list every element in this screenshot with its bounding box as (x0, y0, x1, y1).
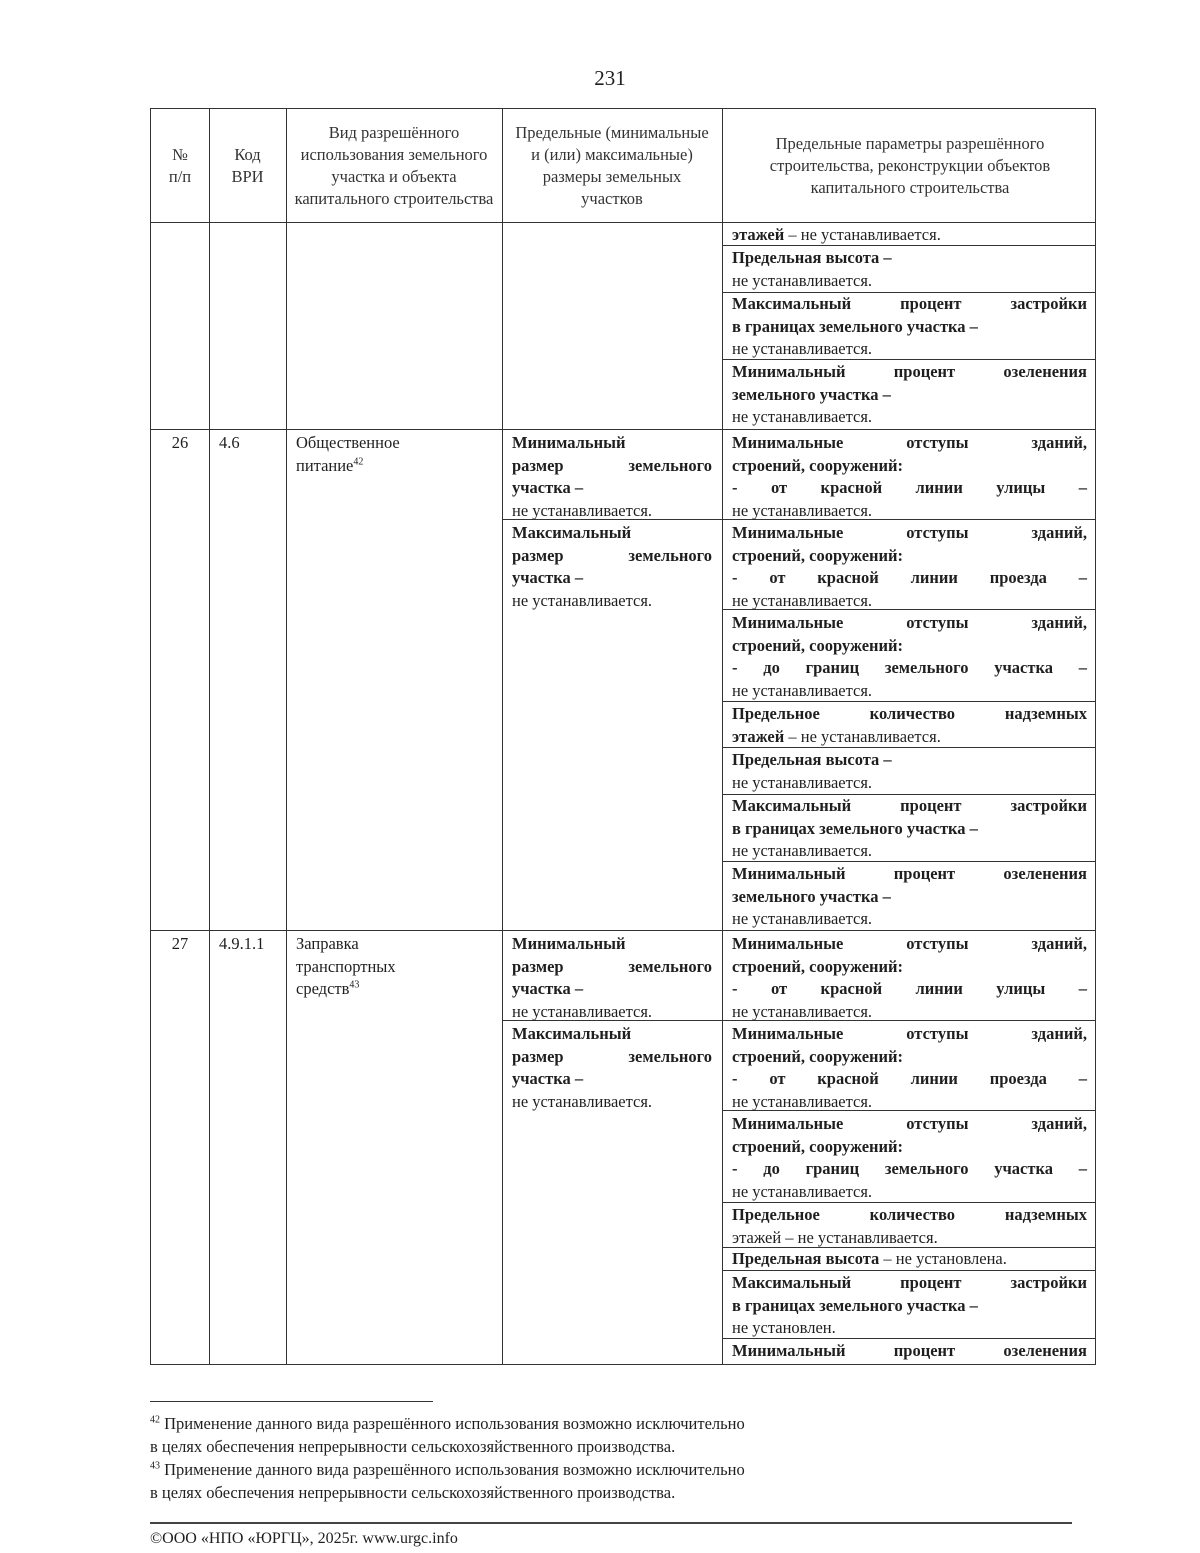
row26-a3: - от красной линии улицы – (732, 478, 1087, 497)
row27-g1: Минимальный процент озеленения (732, 1341, 1087, 1360)
row26-b3: - от красной линии проезда – (732, 568, 1087, 587)
row26-c3: - до границ земельного участка – (732, 658, 1087, 677)
row27-b3: - от красной линии проезда – (732, 1069, 1087, 1088)
row27-a4: не устанавливается. (732, 1001, 873, 1021)
row26-setback-passage (722, 522, 1097, 612)
row26-vri (286, 432, 502, 477)
row26-max-size (502, 522, 722, 612)
row26-max-size-text: не устанавливается. (512, 590, 653, 610)
header-number-text: № п/п (168, 144, 192, 186)
row27-b2: строений, сооружений: (732, 1046, 904, 1066)
row27-min-size-l2: размер земельного (512, 956, 712, 976)
row26-g3: не устанавливается. (732, 909, 873, 928)
row26-number: 26 (171, 433, 189, 452)
row27-a2: строений, сооружений: (732, 956, 904, 976)
footnote-ref-43[interactable]: 43 (349, 979, 360, 991)
row27-vri-line1: Заправка (296, 934, 359, 953)
row26-floors (722, 703, 1097, 748)
cont-floors-text: – не устанавливается. (788, 225, 941, 244)
row26-a4: не устанавливается. (732, 500, 873, 520)
row27-e1: Предельная высота (732, 1249, 880, 1268)
cont-height-text: не устанавливается. (732, 270, 873, 290)
cont-greenery-bold-1: Минимальный процент озеленения (732, 362, 1087, 381)
row27-max-size-l2: размер земельного (512, 1046, 712, 1066)
row26-f2: в границах земельного участка – (732, 818, 978, 838)
row27-c1: Минимальные отступы зданий, (732, 1114, 1087, 1133)
cont-building-percent-bold-1: Максимальный процент застройки (732, 294, 1087, 313)
row27-f2: в границах земельного участка – (732, 1295, 978, 1315)
row26-b2: строений, сооружений: (732, 545, 904, 565)
cont-building-percent-text: не устанавливается. (732, 339, 873, 358)
footnote-separator (150, 1401, 433, 1402)
row26-d2: этажей (732, 726, 785, 746)
row27-min-size (502, 933, 722, 1023)
cont-height (722, 247, 1097, 292)
row27-min-size-text: не устанавливается. (512, 1001, 653, 1021)
cont-building-percent (722, 293, 1097, 361)
footnote-42 (150, 1412, 910, 1458)
row27-floors (722, 1204, 1097, 1249)
regulations-table (150, 108, 1096, 1365)
row26-g1: Минимальный процент озеленения (732, 864, 1087, 883)
row26-min-size-text: не устанавливается. (512, 500, 653, 520)
row26-a1: Минимальные отступы зданий, (732, 433, 1087, 452)
row27-max-size (502, 1023, 722, 1113)
row26-d1: Предельное количество надземных (732, 704, 1087, 723)
row27-d1: Предельное количество надземных (732, 1205, 1087, 1224)
row26-c4: не устанавливается. (732, 680, 873, 700)
row26-c2: строений, сооружений: (732, 635, 904, 655)
row27-max-size-l3: участка – (512, 1069, 584, 1088)
row26-min-size-l3: участка – (512, 478, 584, 497)
row27-number: 27 (171, 934, 189, 953)
row27-vri-line2: транспортных (296, 956, 396, 976)
row26-min-size-l2: размер земельного (512, 455, 712, 475)
header-sizes-text: Предельные (минимальные и (или) максимальные) размеры земельных участков (515, 122, 709, 208)
row27-d2: этажей – не устанавливается. (732, 1227, 938, 1247)
header-vri-text: Вид разрешённого использования земельного участка и объекта капитального строительства (294, 122, 494, 208)
row27-c3: - до границ земельного участка – (732, 1159, 1087, 1178)
cont-height-bold: Предельная высота – (732, 248, 892, 267)
row26-max-size-l1: Максимальный (512, 523, 632, 542)
row27-b4: не устанавливается. (732, 1091, 873, 1111)
row27-building-percent (722, 1272, 1097, 1340)
header-vri (292, 109, 496, 222)
header-code-text: Код ВРИ (231, 144, 264, 186)
row27-c2: строений, сооружений: (732, 1136, 904, 1156)
row27-max-size-text: не устанавливается. (512, 1091, 653, 1111)
row27-min-size-l1: Минимальный (512, 934, 626, 953)
row26-c1: Минимальные отступы зданий, (732, 613, 1087, 632)
row27-vri-line3: средств (296, 979, 350, 998)
row27-height (722, 1248, 1097, 1271)
row26-f1: Максимальный процент застройки (732, 796, 1087, 815)
row27-f3: не установлен. (732, 1318, 836, 1337)
row27-setback-boundary (722, 1113, 1097, 1203)
row26-code: 4.6 (219, 433, 240, 452)
row27-setback-street (722, 933, 1097, 1023)
cont-floors (722, 224, 1097, 247)
row27-e2: – не установлена. (883, 1249, 1007, 1268)
row27-code: 4.9.1.1 (219, 934, 265, 953)
footnote-42-line1: Применение данного вида разрешённого использования возможно исключительно (164, 1414, 745, 1433)
row26-e1: Предельная высота – (732, 750, 892, 769)
row26-b4: не устанавливается. (732, 590, 873, 610)
row27-greenery (722, 1340, 1097, 1363)
row27-f1: Максимальный процент застройки (732, 1273, 1087, 1292)
row26-g2: земельного участка – (732, 886, 891, 906)
header-sizes (513, 109, 711, 222)
row26-vri-line2: питание (296, 455, 354, 475)
row27-setback-passage (722, 1023, 1097, 1113)
footer-copyright: ©ООО «НПО «ЮРГЦ», 2025г. www.urgc.info (150, 1530, 458, 1547)
cont-greenery-bold-2: земельного участка – (732, 384, 891, 404)
footnote-43-line1: Применение данного вида разрешённого использования возможно исключительно (164, 1460, 745, 1479)
header-number (151, 109, 209, 222)
header-params (733, 109, 1087, 222)
row26-building-percent (722, 795, 1097, 863)
header-params-text: Предельные параметры разрешённого строительства, реконструкции объектов капитального строительства (769, 133, 1051, 197)
footnote-43-marker: 43 (150, 1460, 160, 1472)
footnote-42-marker: 42 (150, 1414, 160, 1426)
header-code (209, 109, 286, 222)
cont-greenery-text: не устанавливается. (732, 407, 873, 426)
row26-b1: Минимальные отступы зданий, (732, 523, 1087, 542)
row26-d3: – не устанавливается. (788, 726, 941, 746)
row27-c4: не устанавливается. (732, 1181, 873, 1201)
row26-greenery (722, 863, 1097, 931)
footnote-ref-42[interactable]: 42 (353, 456, 364, 467)
row26-min-size (502, 432, 722, 522)
row26-a2: строений, сооружений: (732, 455, 904, 475)
footer-separator (150, 1522, 1072, 1524)
cont-building-percent-bold-2: в границах земельного участка – (732, 316, 978, 336)
row26-vri-line1: Общественное (296, 433, 400, 452)
row26-height (722, 749, 1097, 794)
row26-max-size-l3: участка – (512, 568, 584, 587)
row27-min-size-l3: участка – (512, 979, 584, 998)
footnote-42-line2: в целях обеспечения непрерывности сельскохозяйственного производства. (150, 1437, 676, 1456)
row27-vri (286, 933, 502, 1001)
row27-max-size-l1: Максимальный (512, 1024, 632, 1043)
row26-e2: не устанавливается. (732, 772, 873, 792)
row27-a3: - от красной линии улицы – (732, 979, 1087, 998)
cont-greenery (722, 361, 1097, 429)
row26-f3: не устанавливается. (732, 841, 873, 860)
footnote-43-line2: в целях обеспечения непрерывности сельскохозяйственного производства. (150, 1483, 676, 1502)
row26-max-size-l2: размер земельного (512, 545, 712, 565)
footnote-43 (150, 1458, 910, 1504)
row27-a1: Минимальные отступы зданий, (732, 934, 1087, 953)
page-number: 231 (594, 66, 626, 90)
row27-b1: Минимальные отступы зданий, (732, 1024, 1087, 1043)
row26-setback-street (722, 432, 1097, 522)
row26-setback-boundary (722, 612, 1097, 702)
row26-min-size-l1: Минимальный (512, 433, 626, 452)
cont-floors-bold: этажей (732, 225, 785, 244)
